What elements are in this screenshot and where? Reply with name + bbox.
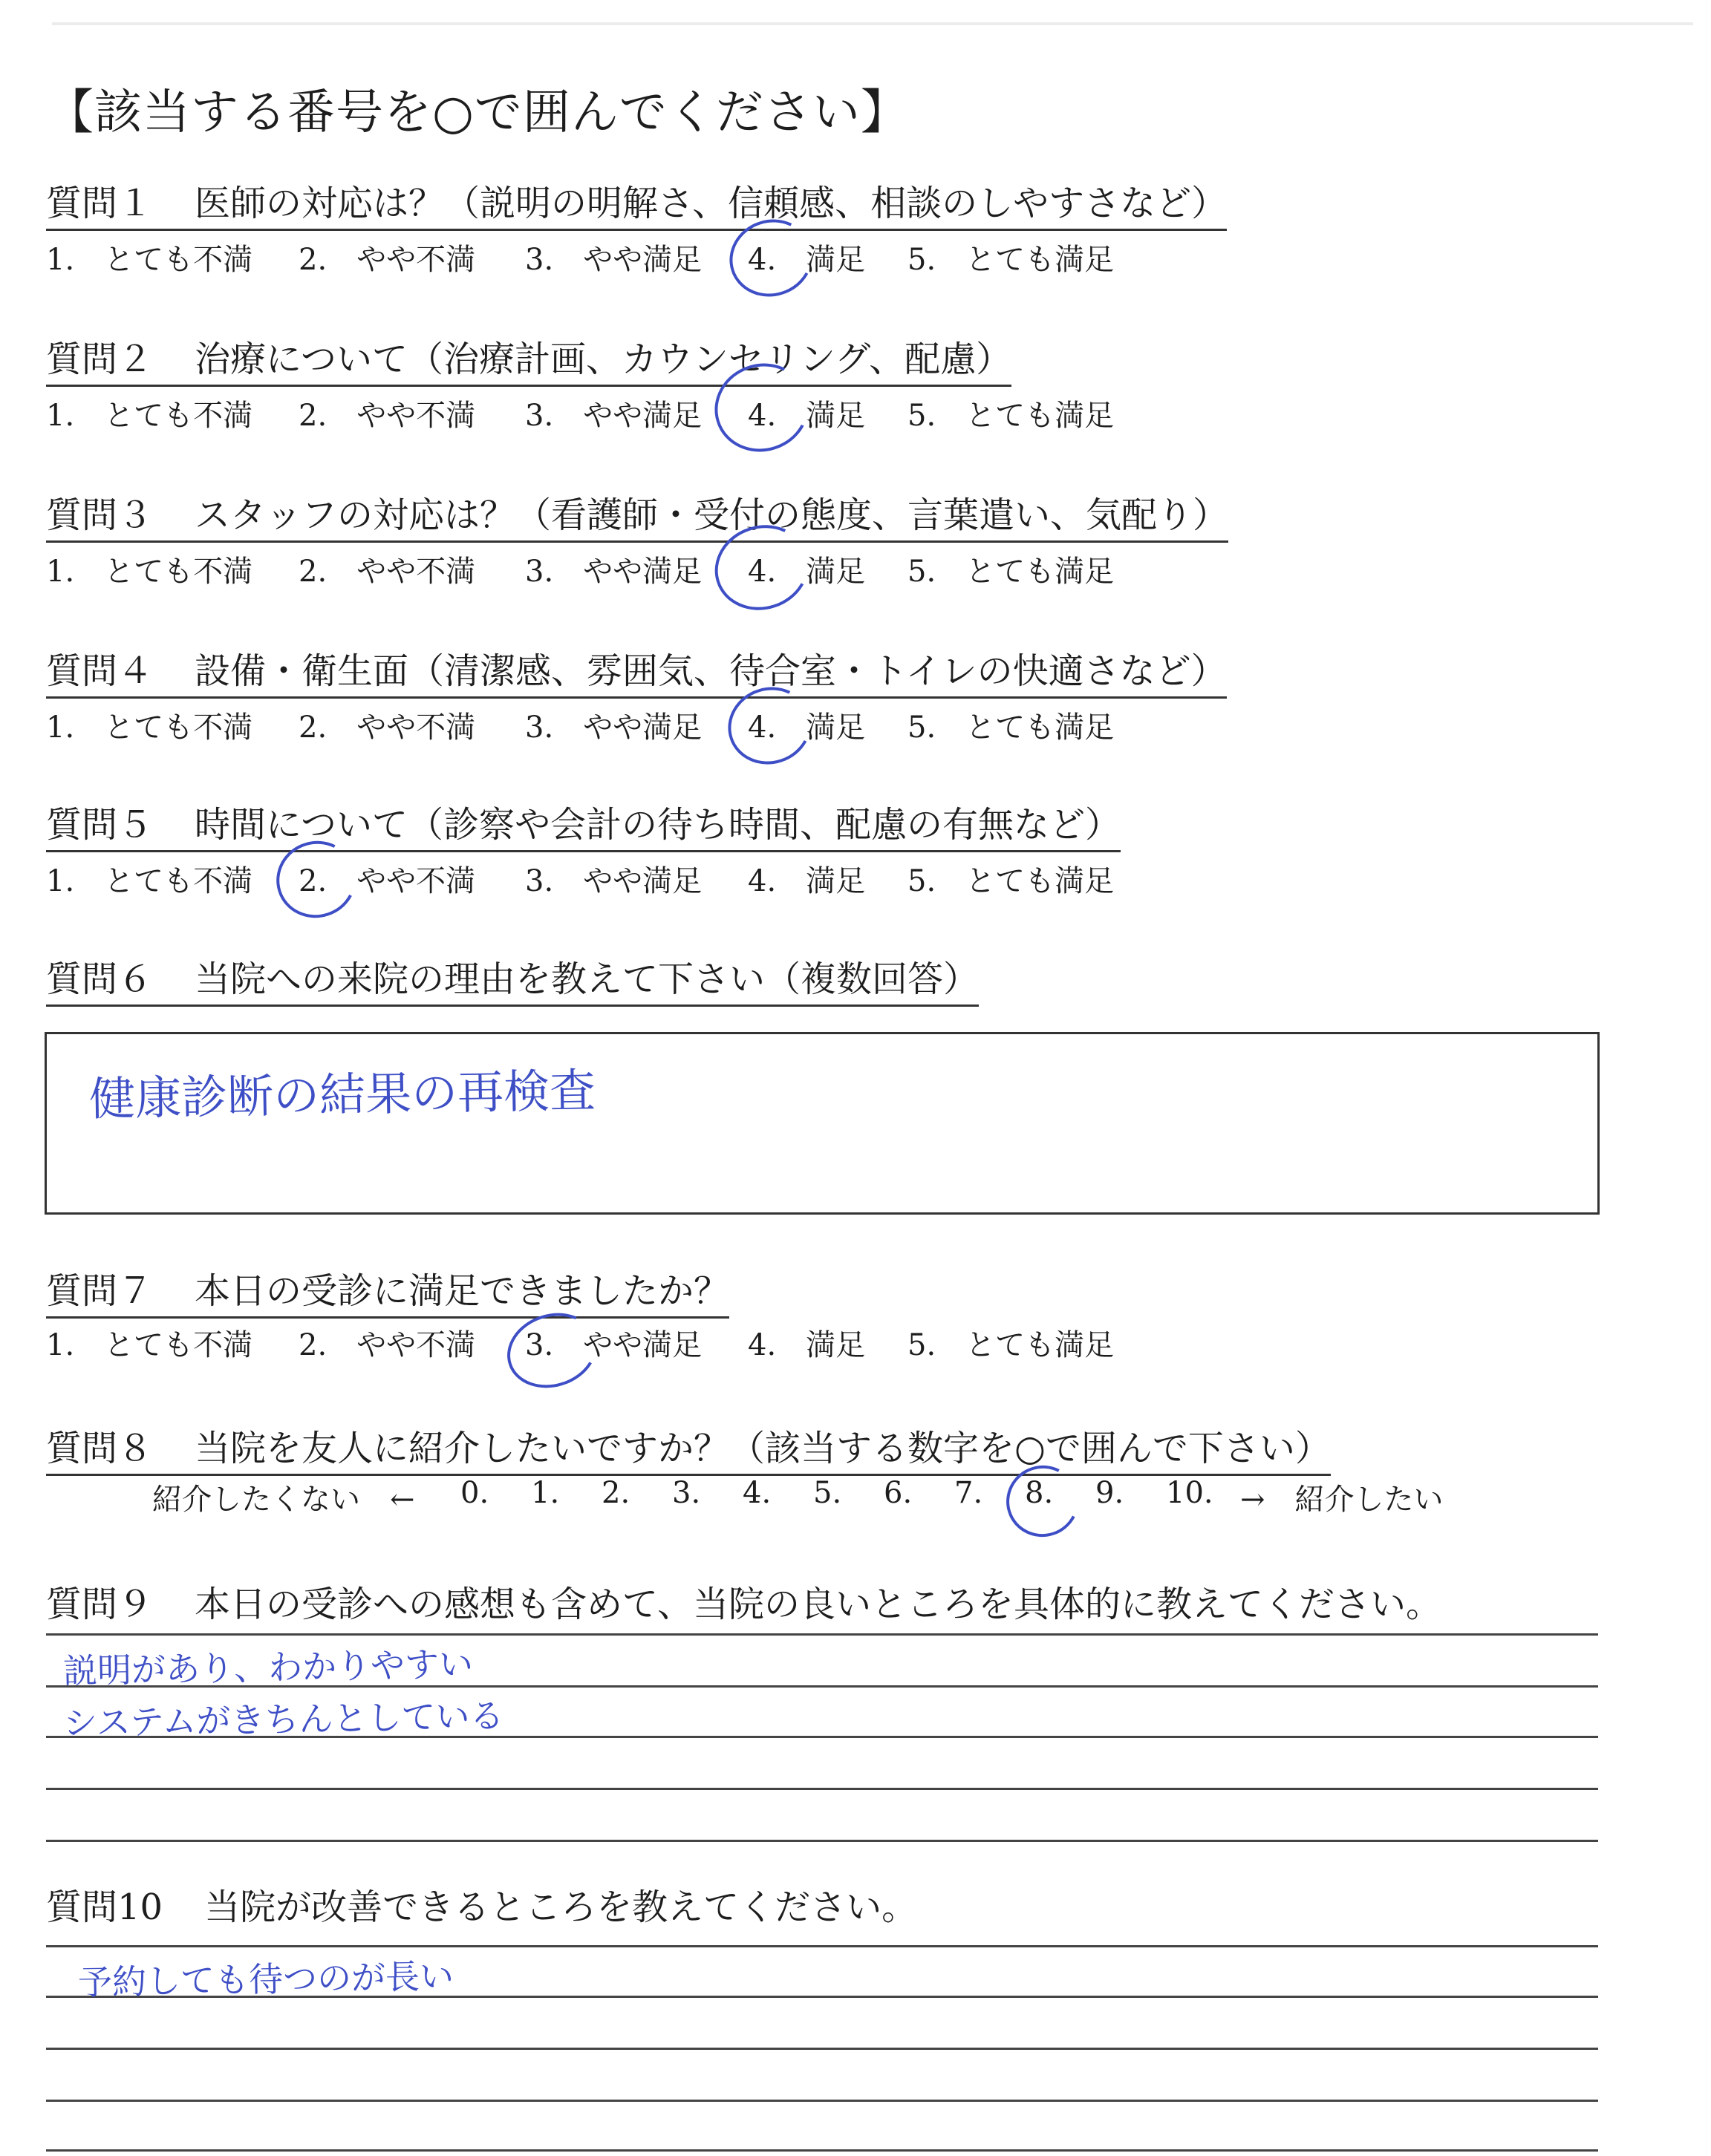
option-2[interactable]: 2. やや不満 [299,864,476,898]
question-number: 質問１ [46,183,154,224]
answer-line [46,1945,1598,1947]
option-2[interactable]: 2. やや不満 [299,399,476,433]
handwritten-answer-line-2: システムがきちんとしている [62,1695,504,1744]
question-number: 質問８ [46,1428,154,1469]
question-7 [46,1262,729,1319]
option-4[interactable]: 4. 満足 [748,864,866,898]
scale-6[interactable]: 6. [884,1476,913,1510]
answer-line [46,1633,1598,1636]
question-text: 当院を友人に紹介したいですか？（該当する数字を○で囲んで下さい） [195,1428,1331,1469]
handwritten-answer-line-1: 予約しても待つのが長い [77,1956,454,2003]
option-1[interactable]: 1. とても不満 [46,555,253,589]
option-3[interactable]: 3. やや満足 [525,555,703,589]
scale-9[interactable]: 9. [1095,1476,1124,1510]
answer-line [46,1840,1598,1842]
scale-1[interactable]: 1. [531,1476,560,1510]
handwritten-answer: 健康診断の結果の再検査 [88,1063,596,1126]
question-number: 質問２ [46,339,154,380]
option-3[interactable]: 3. やや満足 [525,399,703,433]
option-3[interactable]: 3. やや満足 [525,864,703,898]
scale-2[interactable]: 2. [602,1476,630,1510]
scale-7[interactable]: 7. [954,1476,983,1510]
option-5[interactable]: 5. とても満足 [907,1328,1115,1362]
question-number: 質問３ [46,494,154,536]
form-title: 【該当する番号を○で囲んでください】 [46,85,909,140]
option-2[interactable]: 2. やや不満 [299,710,476,745]
question-text: 当院への来院の理由を教えて下さい（複数回答） [195,958,980,1000]
question-9 [46,1575,1441,1630]
question-number: 質問９ [46,1584,154,1625]
question-number: 質問４ [46,650,154,692]
scan-edge [52,22,1693,25]
question-number: 質問５ [46,804,154,846]
option-4[interactable]: 4. 満足 [748,555,866,589]
scale-0[interactable]: 0. [460,1476,489,1510]
answer-line [46,2100,1598,2102]
question-8 [46,1420,1331,1476]
scale-4[interactable]: 4. [743,1476,772,1510]
question-4 [46,642,1227,699]
question-number: 質問７ [46,1270,154,1312]
question-text: 医師の対応は？（説明の明解さ、信頼感、相談のしやすさなど） [195,183,1228,224]
option-1[interactable]: 1. とても不満 [46,243,253,277]
scale-8[interactable]: 8. [1025,1476,1054,1510]
answer-line [46,2149,1598,2152]
option-4[interactable]: 4. 満足 [748,243,866,277]
option-2[interactable]: 2. やや不満 [299,1328,476,1362]
option-3[interactable]: 3. やや満足 [525,710,703,745]
question-3 [46,486,1228,543]
option-2[interactable]: 2. やや不満 [299,555,476,589]
option-4[interactable]: 4. 満足 [748,1328,866,1362]
question-text: 設備・衛生面（清潔感、雰囲気、待合室・トイレの快適さなど） [195,650,1227,692]
scale-10[interactable]: 10. [1166,1476,1213,1510]
option-4[interactable]: 4. 満足 [748,710,866,745]
question-text: 治療について（治療計画、カウンセリング、配慮） [195,339,1012,380]
question-text: スタッフの対応は？（看護師・受付の態度、言葉遣い、気配り） [195,494,1229,536]
option-3[interactable]: 3. やや満足 [525,243,703,277]
question-text: 当院が改善できるところを教えてください。 [204,1886,918,1928]
option-5[interactable]: 5. とても満足 [907,864,1115,898]
scale-right-label: → 紹介したい [1240,1483,1444,1517]
option-1[interactable]: 1. とても不満 [46,710,253,745]
answer-line [46,1788,1598,1790]
option-5[interactable]: 5. とても満足 [907,710,1115,745]
option-5[interactable]: 5. とても満足 [907,399,1115,433]
option-4[interactable]: 4. 満足 [748,399,866,433]
option-2[interactable]: 2. やや不満 [299,243,476,277]
answer-line [46,2048,1598,2050]
option-1[interactable]: 1. とても不満 [46,1328,253,1362]
option-5[interactable]: 5. とても満足 [907,243,1115,277]
option-1[interactable]: 1. とても不満 [46,864,253,898]
question-1 [46,174,1227,231]
question-text: 時間について（診察や会計の待ち時間、配慮の有無など） [195,804,1121,846]
question-text: 本日の受診に満足できましたか？ [195,1270,730,1312]
question-number: 質問６ [46,958,154,1000]
question-5 [46,796,1121,852]
scale-3[interactable]: 3. [672,1476,701,1510]
question-2 [46,330,1011,387]
option-1[interactable]: 1. とても不満 [46,399,253,433]
option-5[interactable]: 5. とても満足 [907,555,1115,589]
question-number: 質問10 [46,1886,163,1928]
scale-left-label: 紹介したくない ← [152,1483,415,1517]
question-6 [46,950,979,1007]
handwritten-answer-line-1: 説明があり、わかりやすい [62,1644,474,1691]
question-10 [46,1878,917,1933]
scale-5[interactable]: 5. [813,1476,842,1510]
option-3[interactable]: 3. やや満足 [525,1328,703,1362]
question-text: 本日の受診への感想も含めて、当院の良いところを具体的に教えてください。 [195,1584,1442,1625]
